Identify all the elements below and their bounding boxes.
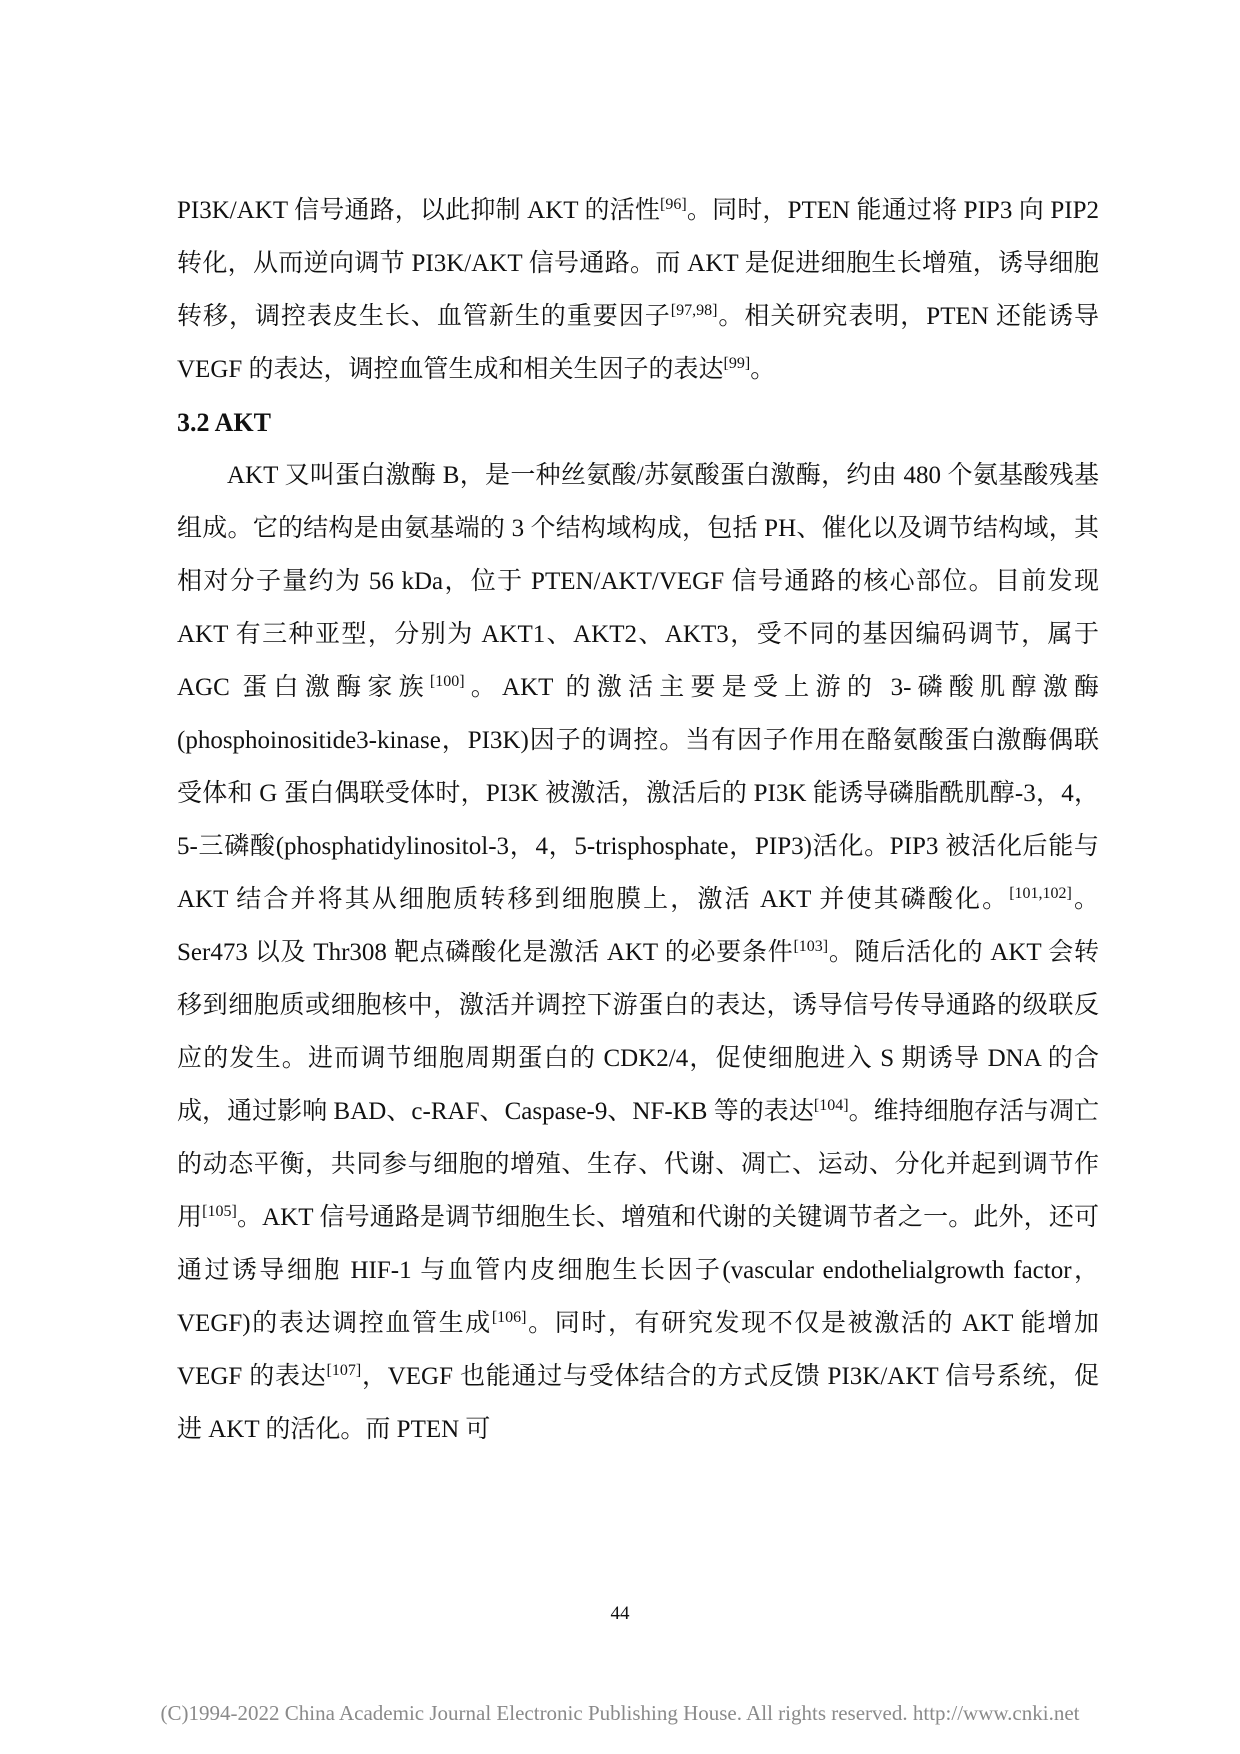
body-paragraph	[177, 449, 1099, 1456]
page-number: 44	[610, 1603, 630, 1624]
text-run: 。同时，PTEN 能通过将 PIP3 向 PIP2 转化，从而逆向调节 PI3K/AKT 信号通路。而 AKT 是促进细胞生长增殖，诱导细胞转移，调控表皮生长、血管新生的重要因子	[177, 197, 1099, 330]
text-run: 。相关研究表明，PTEN 还能诱导 VEGF 的表达，调控血管生成和相关生因子的表达	[177, 303, 1099, 383]
text-run: 。AKT 信号通路是调节细胞生长、增殖和代谢的关键调节者之一。此外，还可通过诱导细胞 HIF-1 与血管内皮细胞生长因子(vascular endothelialgrowth factor，VEGF)的表达调控血管生成	[177, 1204, 1099, 1337]
page-body	[177, 184, 1099, 1456]
text-run: 。随后活化的 AKT 会转移到细胞质或细胞核中，激活并调控下游蛋白的表达，诱导信号传导通路的级联反应的发生。进而调节细胞周期蛋白的 CDK2/4，促使细胞进入 S 期诱导 DNA 的合成，通过影响 BAD、c-RAF、Caspase-9、NF-KB 等的表达	[177, 939, 1099, 1125]
text-run: ，VEGF 也能通过与受体结合的方式反馈 PI3K/AKT 信号系统，促进 AKT 的活化。而 PTEN 可	[177, 1363, 1099, 1443]
citation-marker: [103]	[793, 938, 829, 956]
copyright-footer: (C)1994-2022 China Academic Journal Electronic Publishing House. All rights reserved. http://www.cnki.net	[160, 1701, 1080, 1725]
text-run: AKT 又叫蛋白激酶 B，是一种丝氨酸/苏氨酸蛋白激酶，约由 480 个氨基酸残基组成。它的结构是由氨基端的 3 个结构域构成，包括 PH、催化以及调节结构域，其相对分子量约为 56 kDa，位于 PTEN/AKT/VEGF 信号通路的核心部位。目前发现 AKT 有三种亚型，分别为 AKT1、AKT2、AKT3，受不同的基因编码调节，属于 AGC 蛋白激酶家族	[177, 462, 1099, 701]
citation-marker: [104]	[813, 1097, 849, 1115]
text-run: 。AKT 的激活主要是受上游的 3-磷酸肌醇激酶(phosphoinositide3-kinase，PI3K)因子的调控。当有因子作用在酪氨酸蛋白激酶偶联受体和 G 蛋白偶联受体时，PI3K 被激活，激活后的 PI3K 能诱导磷脂酰肌醇-3，4，5-三磷酸(phosphatidylinositol-3，4，5-trisphosphate，PIP3)活化。PIP3 被活化后能与 AKT 结合并将其从细胞质转移到细胞膜上，激活 AKT 并使其磷酸化。	[177, 674, 1099, 913]
citation-marker: [105]	[202, 1203, 237, 1221]
text-run: 。Ser473 以及 Thr308 靶点磷酸化是激活 AKT 的必要条件	[177, 886, 1099, 966]
text-run: 3.2 AKT	[177, 408, 271, 437]
text-run: 。维持细胞存活与凋亡的动态平衡，共同参与细胞的增殖、生存、代谢、凋亡、运动、分化并起到调节作用	[177, 1098, 1099, 1231]
citation-marker: [99]	[723, 355, 751, 373]
citation-marker: [100]	[429, 673, 465, 691]
citation-marker: [107]	[326, 1362, 362, 1380]
text-run: 。	[750, 356, 776, 383]
citation-marker: [101,102]	[1009, 885, 1072, 903]
section-heading	[177, 396, 1099, 449]
body-paragraph	[177, 184, 1099, 396]
citation-marker: [96]	[660, 196, 687, 214]
citation-marker: [106]	[491, 1309, 527, 1327]
citation-marker: [97,98]	[670, 302, 718, 320]
text-run: 。同时，有研究发现不仅是被激活的 AKT 能增加 VEGF 的表达	[177, 1310, 1100, 1390]
text-run: PI3K/AKT 信号通路，以此抑制 AKT 的活性	[177, 197, 661, 224]
